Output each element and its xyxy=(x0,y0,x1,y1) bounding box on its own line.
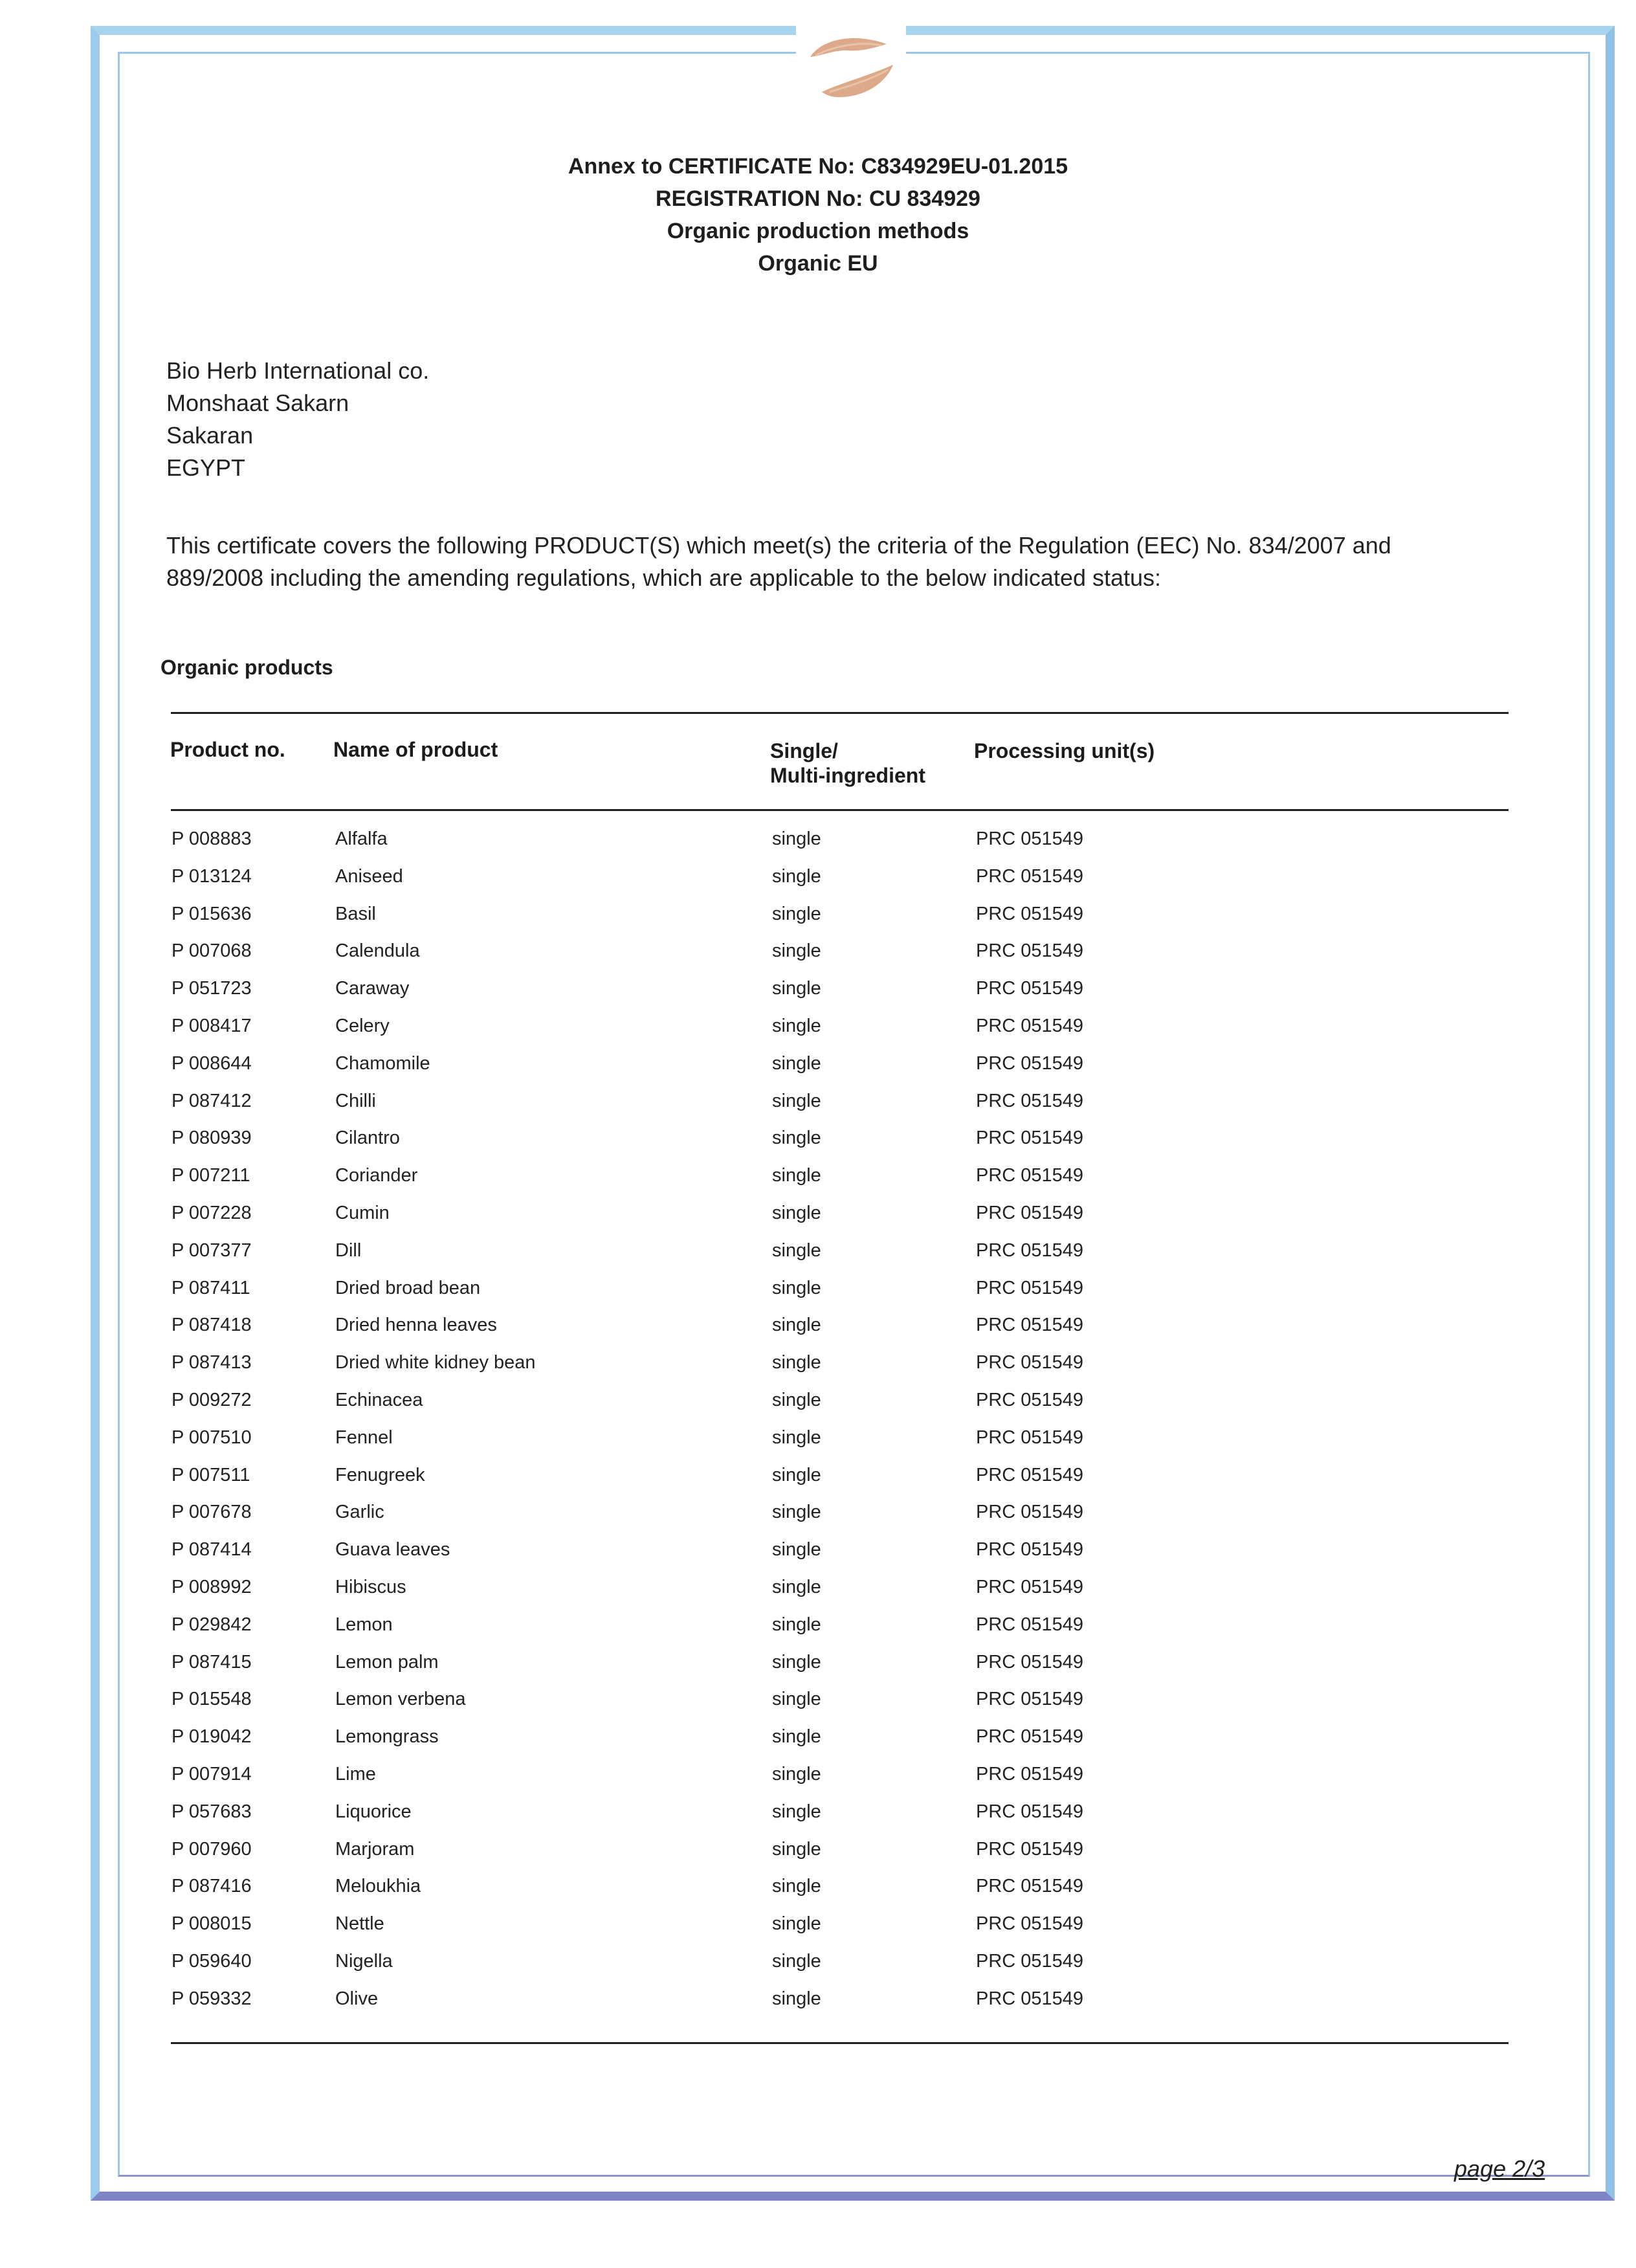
product-name-cell: Hibiscus xyxy=(335,1576,406,1597)
product-name-cell: Garlic xyxy=(335,1502,384,1523)
ingredient-type-cell: single xyxy=(772,828,821,849)
address-street: Monshaat Sakarn xyxy=(166,390,349,416)
product-name-cell: Dried broad bean xyxy=(335,1277,481,1298)
table-row xyxy=(0,1577,1636,1614)
processing-unit-cell: PRC 051549 xyxy=(976,1651,1084,1673)
ingredient-type-cell: single xyxy=(772,903,821,924)
product-name-cell: Basil xyxy=(335,903,376,924)
product-name-cell: Fenugreek xyxy=(335,1464,425,1485)
processing-unit-cell: PRC 051549 xyxy=(976,1502,1084,1523)
ingredient-type-cell: single xyxy=(772,1240,821,1261)
product-name-cell: Coriander xyxy=(335,1165,418,1186)
product-name-cell: Calendula xyxy=(335,940,420,962)
processing-unit-cell: PRC 051549 xyxy=(976,1052,1084,1074)
product-number-cell: P 013124 xyxy=(171,865,252,887)
product-name-cell: Nigella xyxy=(335,1950,393,1972)
certification-logo-icon xyxy=(796,19,906,117)
ingredient-type-cell: single xyxy=(772,1502,821,1523)
ingredient-type-cell: single xyxy=(772,1090,821,1111)
product-number-cell: P 059640 xyxy=(171,1950,252,1972)
ingredient-type-cell: single xyxy=(772,1726,821,1748)
processing-unit-cell: PRC 051549 xyxy=(976,1015,1084,1036)
table-row xyxy=(0,1165,1636,1203)
product-name-cell: Marjoram xyxy=(335,1838,415,1860)
processing-unit-cell: PRC 051549 xyxy=(976,1165,1084,1186)
table-row xyxy=(0,1128,1636,1165)
product-name-cell: Lemon verbena xyxy=(335,1689,466,1710)
table-row xyxy=(0,1539,1636,1577)
ingredient-type-cell: single xyxy=(772,978,821,999)
product-name-cell: Echinacea xyxy=(335,1389,423,1410)
processing-unit-cell: PRC 051549 xyxy=(976,1950,1084,1972)
product-number-cell: P 007678 xyxy=(171,1502,252,1523)
ingredient-type-cell: single xyxy=(772,1202,821,1223)
processing-unit-cell: PRC 051549 xyxy=(976,1315,1084,1336)
certificate-header xyxy=(0,150,1636,280)
table-row xyxy=(0,1951,1636,1988)
table-header-rule xyxy=(171,809,1509,811)
product-name-cell: Cilantro xyxy=(335,1128,400,1149)
table-row xyxy=(0,940,1636,978)
product-name-cell: Cumin xyxy=(335,1202,390,1223)
table-row xyxy=(0,866,1636,904)
product-number-cell: P 087415 xyxy=(171,1651,252,1673)
table-top-rule xyxy=(171,712,1509,714)
header-single-multi-line1: Single/ xyxy=(770,739,838,762)
processing-unit-cell: PRC 051549 xyxy=(976,1801,1084,1822)
product-name-cell: Dried white kidney bean xyxy=(335,1352,536,1373)
product-name-cell: Lemongrass xyxy=(335,1726,439,1748)
address-city: Sakaran xyxy=(166,422,254,449)
product-number-cell: P 080939 xyxy=(171,1128,252,1149)
product-number-cell: P 007511 xyxy=(171,1464,250,1485)
ingredient-type-cell: single xyxy=(772,1128,821,1149)
table-row xyxy=(0,828,1636,866)
product-name-cell: Lime xyxy=(335,1763,376,1784)
product-name-cell: Olive xyxy=(335,1988,379,2009)
product-number-cell: P 007228 xyxy=(171,1202,252,1223)
processing-unit-cell: PRC 051549 xyxy=(976,1763,1084,1784)
product-number-cell: P 008644 xyxy=(171,1052,252,1074)
ingredient-type-cell: single xyxy=(772,1876,821,1897)
product-name-cell: Chilli xyxy=(335,1090,376,1111)
ingredient-type-cell: single xyxy=(772,1950,821,1972)
page-number: page 2/3 xyxy=(1454,2155,1545,2182)
processing-unit-cell: PRC 051549 xyxy=(976,1464,1084,1485)
certificate-number-line: Annex to CERTIFICATE No: C834929EU-01.2015 xyxy=(568,154,1068,179)
table-row xyxy=(0,1764,1636,1801)
ingredient-type-cell: single xyxy=(772,865,821,887)
product-number-cell: P 087416 xyxy=(171,1876,252,1897)
section-title: Organic products xyxy=(160,656,333,679)
ingredient-type-cell: single xyxy=(772,1539,821,1561)
product-number-cell: P 057683 xyxy=(171,1801,252,1822)
product-number-cell: P 087412 xyxy=(171,1090,252,1111)
processing-unit-cell: PRC 051549 xyxy=(976,1539,1084,1561)
processing-unit-cell: PRC 051549 xyxy=(976,940,1084,962)
ingredient-type-cell: single xyxy=(772,1052,821,1074)
table-row xyxy=(0,1726,1636,1764)
ingredient-type-cell: single xyxy=(772,1689,821,1710)
product-number-cell: P 008417 xyxy=(171,1015,252,1036)
table-row xyxy=(0,1876,1636,1913)
ingredient-type-cell: single xyxy=(772,1988,821,2009)
processing-unit-cell: PRC 051549 xyxy=(976,828,1084,849)
processing-unit-cell: PRC 051549 xyxy=(976,1988,1084,2009)
product-number-cell: P 019042 xyxy=(171,1726,252,1748)
product-name-cell: Caraway xyxy=(335,978,410,999)
product-number-cell: P 007068 xyxy=(171,940,252,962)
product-number-cell: P 029842 xyxy=(171,1614,252,1635)
header-processing-units: Processing unit(s) xyxy=(974,739,1155,762)
table-row xyxy=(0,904,1636,941)
product-number-cell: P 059332 xyxy=(171,1988,252,2009)
table-row xyxy=(0,1465,1636,1502)
ingredient-type-cell: single xyxy=(772,1464,821,1485)
product-name-cell: Liquorice xyxy=(335,1801,412,1822)
product-number-cell: P 051723 xyxy=(171,978,252,999)
address-country: EGYPT xyxy=(166,454,246,481)
product-number-cell: P 087418 xyxy=(171,1315,252,1336)
header-name-of-product: Name of product xyxy=(333,738,498,761)
table-row xyxy=(0,1502,1636,1539)
ingredient-type-cell: single xyxy=(772,1015,821,1036)
company-address xyxy=(166,355,429,484)
table-row xyxy=(0,1839,1636,1876)
table-row xyxy=(0,1278,1636,1315)
product-number-cell: P 087414 xyxy=(171,1539,252,1561)
ingredient-type-cell: single xyxy=(772,1165,821,1186)
product-number-cell: P 008015 xyxy=(171,1913,252,1935)
product-number-cell: P 009272 xyxy=(171,1389,252,1410)
processing-unit-cell: PRC 051549 xyxy=(976,1202,1084,1223)
table-row xyxy=(0,978,1636,1016)
header-product-no: Product no. xyxy=(170,738,285,761)
ingredient-type-cell: single xyxy=(772,1352,821,1373)
product-name-cell: Aniseed xyxy=(335,865,403,887)
table-row xyxy=(0,1390,1636,1427)
product-number-cell: P 087413 xyxy=(171,1352,252,1373)
product-name-cell: Meloukhia xyxy=(335,1876,421,1897)
processing-unit-cell: PRC 051549 xyxy=(976,1838,1084,1860)
table-row xyxy=(0,1091,1636,1128)
processing-unit-cell: PRC 051549 xyxy=(976,1128,1084,1149)
intro-paragraph: This certificate covers the following PRODUCT(S) which meet(s) the criteria of the Regulation (EEC) No. 834/2007 and 889/2008 including the amending regulations, which are applicable to the below indicated status: xyxy=(166,532,1391,591)
product-number-cell: P 015636 xyxy=(171,903,252,924)
ingredient-type-cell: single xyxy=(772,1576,821,1597)
product-number-cell: P 007510 xyxy=(171,1427,252,1448)
product-name-cell: Fennel xyxy=(335,1427,393,1448)
processing-unit-cell: PRC 051549 xyxy=(976,903,1084,924)
registration-number-line: REGISTRATION No: CU 834929 xyxy=(656,186,980,211)
product-name-cell: Alfalfa xyxy=(335,828,388,849)
product-table-body xyxy=(0,828,1636,2026)
table-row xyxy=(0,1203,1636,1240)
product-name-cell: Nettle xyxy=(335,1913,384,1935)
table-row xyxy=(0,1053,1636,1091)
product-name-cell: Lemon palm xyxy=(335,1651,439,1673)
production-method-line: Organic production methods xyxy=(667,219,969,243)
processing-unit-cell: PRC 051549 xyxy=(976,1352,1084,1373)
processing-unit-cell: PRC 051549 xyxy=(976,1726,1084,1748)
product-number-cell: P 015548 xyxy=(171,1689,252,1710)
ingredient-type-cell: single xyxy=(772,1389,821,1410)
processing-unit-cell: PRC 051549 xyxy=(976,865,1084,887)
processing-unit-cell: PRC 051549 xyxy=(976,1090,1084,1111)
product-number-cell: P 007960 xyxy=(171,1838,252,1860)
ingredient-type-cell: single xyxy=(772,1427,821,1448)
ingredient-type-cell: single xyxy=(772,940,821,962)
processing-unit-cell: PRC 051549 xyxy=(976,1277,1084,1298)
processing-unit-cell: PRC 051549 xyxy=(976,978,1084,999)
ingredient-type-cell: single xyxy=(772,1913,821,1935)
product-name-cell: Guava leaves xyxy=(335,1539,450,1561)
ingredient-type-cell: single xyxy=(772,1614,821,1635)
product-number-cell: P 007377 xyxy=(171,1240,252,1261)
product-number-cell: P 087411 xyxy=(171,1277,250,1298)
table-bottom-rule xyxy=(171,2042,1509,2044)
ingredient-type-cell: single xyxy=(772,1838,821,1860)
product-number-cell: P 008883 xyxy=(171,828,252,849)
processing-unit-cell: PRC 051549 xyxy=(976,1576,1084,1597)
table-row xyxy=(0,1352,1636,1390)
table-row xyxy=(0,1614,1636,1652)
product-number-cell: P 008992 xyxy=(171,1576,252,1597)
header-single-multi xyxy=(770,739,925,788)
table-row xyxy=(0,1988,1636,2026)
product-name-cell: Dill xyxy=(335,1240,362,1261)
product-name-cell: Dried henna leaves xyxy=(335,1315,497,1336)
table-row xyxy=(0,1240,1636,1278)
processing-unit-cell: PRC 051549 xyxy=(976,1876,1084,1897)
ingredient-type-cell: single xyxy=(772,1801,821,1822)
product-name-cell: Celery xyxy=(335,1015,390,1036)
table-row xyxy=(0,1315,1636,1352)
ingredient-type-cell: single xyxy=(772,1763,821,1784)
ingredient-type-cell: single xyxy=(772,1315,821,1336)
processing-unit-cell: PRC 051549 xyxy=(976,1689,1084,1710)
company-name: Bio Herb International co. xyxy=(166,357,430,384)
processing-unit-cell: PRC 051549 xyxy=(976,1614,1084,1635)
product-number-cell: P 007914 xyxy=(171,1763,252,1784)
product-name-cell: Chamomile xyxy=(335,1052,430,1074)
ingredient-type-cell: single xyxy=(772,1651,821,1673)
product-number-cell: P 007211 xyxy=(171,1165,250,1186)
table-row xyxy=(0,1689,1636,1726)
processing-unit-cell: PRC 051549 xyxy=(976,1427,1084,1448)
standard-line: Organic EU xyxy=(758,251,878,276)
table-row xyxy=(0,1427,1636,1465)
table-row xyxy=(0,1801,1636,1839)
processing-unit-cell: PRC 051549 xyxy=(976,1240,1084,1261)
processing-unit-cell: PRC 051549 xyxy=(976,1913,1084,1935)
product-name-cell: Lemon xyxy=(335,1614,393,1635)
table-row xyxy=(0,1016,1636,1053)
ingredient-type-cell: single xyxy=(772,1277,821,1298)
processing-unit-cell: PRC 051549 xyxy=(976,1389,1084,1410)
table-row xyxy=(0,1652,1636,1689)
table-row xyxy=(0,1913,1636,1951)
header-single-multi-line2: Multi-ingredient xyxy=(770,764,925,787)
